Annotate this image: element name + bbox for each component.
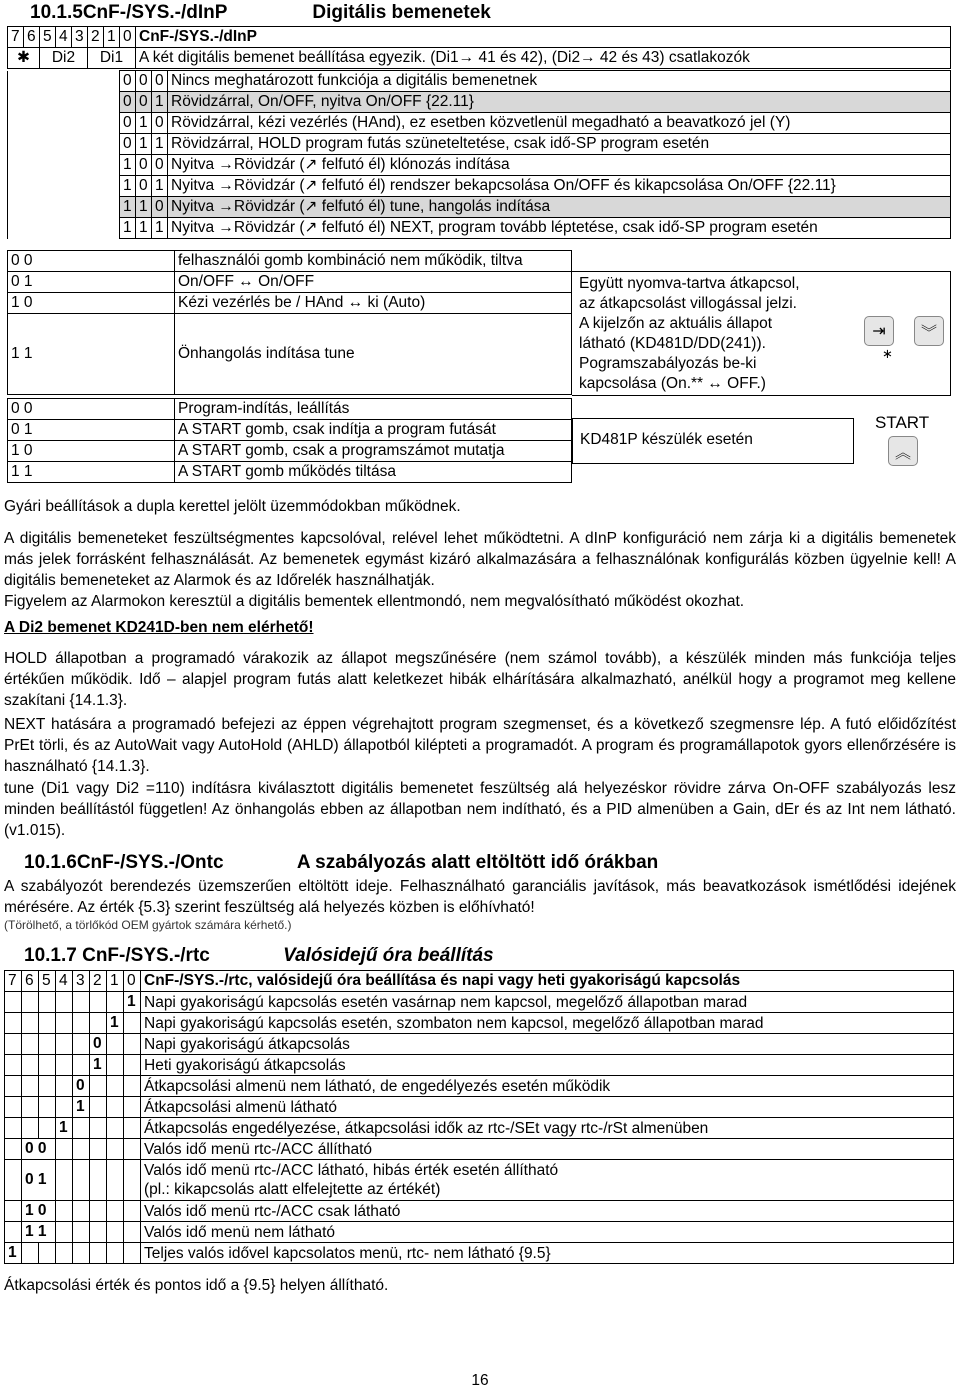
option-text-line: Teljes valós idővel kapcsolatos menü, rtc- nem látható {9.5} <box>144 1244 551 1262</box>
bit-empty <box>73 1243 90 1264</box>
bit-empty <box>56 1055 73 1076</box>
bit-empty <box>5 1055 22 1076</box>
option-text <box>141 1055 954 1076</box>
start-code: 1 0 <box>8 441 175 462</box>
bit-cell: 1 <box>152 134 168 155</box>
option-text-line: Átkapcsolás engedélyezése, átkapcsolási idők az rtc-/SEt vagy rtc-/rSt almenüben <box>144 1119 709 1137</box>
bit-empty <box>5 992 22 1013</box>
option-text-line: Valós idő menü nem látható <box>144 1223 335 1241</box>
bit-empty <box>124 1222 141 1243</box>
bit-header: 3 <box>72 27 88 48</box>
start-note-box <box>572 418 854 464</box>
bit-empty <box>5 1034 22 1055</box>
section-code: CnF-/SYS.-/dInP <box>82 2 228 23</box>
star-marker: ✱ <box>8 48 40 69</box>
ontc-note: (Törölhető, a törlőkód OEM gyártok számára kérhető.) <box>4 918 292 932</box>
bit-empty <box>56 1160 73 1201</box>
bit-cell: 0 <box>120 71 136 92</box>
bit-empty <box>107 1076 124 1097</box>
section-number: 10.1.6 <box>24 852 77 873</box>
bit-header: 7 <box>8 27 24 48</box>
bit-empty <box>90 1201 107 1222</box>
bit-cell: 1 <box>136 197 152 218</box>
table-row <box>5 1243 954 1264</box>
bit-empty <box>5 1139 22 1160</box>
option-text <box>141 1201 954 1222</box>
bit-empty <box>39 1034 56 1055</box>
bit-header: 4 <box>56 971 73 992</box>
start-text: A START gomb működés tiltása <box>175 462 572 483</box>
combo-text: felhasználói gomb kombináció nem működik, tiltva <box>175 251 572 272</box>
bit-header: 6 <box>22 971 39 992</box>
table-row <box>5 992 954 1013</box>
bit-empty <box>56 1139 73 1160</box>
bit-empty <box>90 1160 107 1201</box>
bit-value: 0 <box>90 1034 107 1055</box>
table-row <box>5 1118 954 1139</box>
bit-cell: 1 <box>120 176 136 197</box>
bit-empty <box>90 1243 107 1264</box>
bit-empty <box>39 1243 56 1264</box>
combo-text: On/OFF ↔ On/OFF <box>175 272 572 293</box>
bit-cell: 0 <box>136 155 152 176</box>
bit-header: 2 <box>90 971 107 992</box>
combo-code: 1 0 <box>8 293 175 314</box>
bit-empty <box>107 1222 124 1243</box>
table-row <box>5 1160 954 1201</box>
bit-cell: 1 <box>152 176 168 197</box>
bit-value: 1 <box>90 1055 107 1076</box>
key-combo-star: ∗ <box>882 346 893 361</box>
bit-empty <box>107 1160 124 1201</box>
bit-empty <box>73 1222 90 1243</box>
bit-empty <box>39 1118 56 1139</box>
bit-empty <box>22 1013 39 1034</box>
bit-empty <box>73 1013 90 1034</box>
combo-code: 0 0 <box>8 251 175 272</box>
start-text: A START gomb, csak a programszámot mutatja <box>175 441 572 462</box>
bit-empty <box>124 1013 141 1034</box>
note-line: az átkapcsolást villogással jelzi. <box>579 295 797 312</box>
table-header: CnF-/SYS.-/dInP <box>136 27 951 48</box>
section-heading-dinp <box>30 2 491 24</box>
bit-empty <box>39 992 56 1013</box>
bit-empty <box>90 1118 107 1139</box>
option-text-line: Heti gyakoriságú átkapcsolás <box>144 1056 346 1074</box>
table-row <box>5 1034 954 1055</box>
option-text <box>141 1139 954 1160</box>
bit-cell: 0 <box>136 176 152 197</box>
table-row <box>5 1013 954 1034</box>
section-heading-ontc <box>24 852 658 874</box>
bit-cell: 0 <box>152 113 168 134</box>
bit-empty <box>73 1034 90 1055</box>
bit-header: 3 <box>73 971 90 992</box>
option-text <box>141 1243 954 1264</box>
bit-empty <box>124 1201 141 1222</box>
bit-empty <box>107 1243 124 1264</box>
paragraph-di2-note: A Di2 bemenet KD241D-ben nem elérhető! <box>4 619 314 636</box>
bit-empty <box>5 1222 22 1243</box>
bit-empty <box>107 1097 124 1118</box>
bit-empty <box>90 992 107 1013</box>
paragraph-warning: Figyelem az Alarmokon keresztül a digitális bementek ellentmondó, nem megvalósítható működést okozhat. <box>4 593 745 610</box>
bit-cell: 1 <box>152 92 168 113</box>
bit-header: 6 <box>24 27 40 48</box>
bit-empty <box>124 1160 141 1201</box>
option-text-line: Valós idő menü rtc-/ACC csak látható <box>144 1202 401 1220</box>
bit-empty <box>22 1243 39 1264</box>
bit-cell: 1 <box>120 197 136 218</box>
page-number: 16 <box>471 1372 489 1389</box>
option-text <box>141 1076 954 1097</box>
bit-empty <box>73 992 90 1013</box>
option-text <box>141 1013 954 1034</box>
factory-note: Gyári beállítások a dupla kerettel jelölt üzemmódokban működnek. <box>4 498 461 515</box>
bit-value: 0 1 <box>22 1160 56 1201</box>
bit-empty <box>22 992 39 1013</box>
bit-cell: 0 <box>152 71 168 92</box>
dinp-config-table <box>7 26 951 69</box>
bit-value: 1 <box>124 992 141 1013</box>
key-combo-table <box>7 250 572 395</box>
bit-empty <box>107 1118 124 1139</box>
table-row <box>5 1055 954 1076</box>
option-text-line: Valós idő menü rtc-/ACC látható, hibás érték esetén állítható <box>144 1162 559 1179</box>
table-row <box>5 1139 954 1160</box>
option-text <box>141 1118 954 1139</box>
start-label: START <box>875 413 930 432</box>
option-text: Rövidzárral, On/OFF, nyitva On/OFF {22.11} <box>168 92 951 113</box>
bit-empty <box>73 1055 90 1076</box>
bit-empty <box>22 1118 39 1139</box>
table-row <box>5 1201 954 1222</box>
combo-code: 1 1 <box>8 314 175 395</box>
bit-empty <box>124 1034 141 1055</box>
combo-text: Önhangolás indítása tune <box>175 314 572 395</box>
bit-header: 2 <box>88 27 104 48</box>
paragraph-hold: HOLD állapotban a programadó várakozik az állapot megszűnésére (nem számol tovább), a készülék minden más funkciója teljes értékűen működik. Idő – alapjel program futás alatt keletkezet hibák elhárítására alkalmazható, anélkül hogy a programot meg kellene szakítani {14.1.3}. <box>4 650 956 709</box>
bit-empty <box>56 1243 73 1264</box>
note-line: Együtt nyomva-tartva átkapcsol, <box>579 275 800 292</box>
start-text: A START gomb, csak indítja a program futását <box>175 420 572 441</box>
bit-header: 0 <box>120 27 136 48</box>
note-line: Pogramszabályozás be-ki <box>579 355 757 372</box>
bit-empty <box>107 1034 124 1055</box>
bit-empty <box>22 1034 39 1055</box>
note-line: A kijelzőn az aktuális állapot <box>579 315 773 332</box>
bit-empty <box>107 1055 124 1076</box>
bit-cell: 0 <box>120 113 136 134</box>
bit-empty <box>39 1055 56 1076</box>
bit-empty <box>124 1118 141 1139</box>
bit-value: 1 <box>56 1118 73 1139</box>
bit-empty <box>90 1097 107 1118</box>
bit-empty <box>22 1097 39 1118</box>
bit-empty <box>56 1013 73 1034</box>
section-heading-rtc <box>24 945 494 967</box>
bit-cell: 1 <box>136 113 152 134</box>
option-text: Nyitva →Rövidzár (↗ felfutó él) NEXT, program tovább léptetése, csak idő-SP program esetén <box>168 218 951 239</box>
bit-header: 1 <box>104 27 120 48</box>
option-text: Nyitva →Rövidzár (↗ felfutó él) tune, hangolás indítása <box>168 197 951 218</box>
option-text <box>141 1222 954 1243</box>
bit-empty <box>5 1013 22 1034</box>
bit-empty <box>90 1013 107 1034</box>
bit-value: 1 <box>73 1097 90 1118</box>
bit-empty <box>22 1055 39 1076</box>
di2-label: Di2 <box>40 48 88 69</box>
bit-value: 0 0 <box>22 1139 56 1160</box>
table-row <box>5 1097 954 1118</box>
enter-key-icon: ⇥ <box>864 316 894 346</box>
bit-cell: 1 <box>136 134 152 155</box>
bit-header: 0 <box>124 971 141 992</box>
combo-code: 0 1 <box>8 272 175 293</box>
bit-cell: 1 <box>120 155 136 176</box>
bit-empty <box>73 1160 90 1201</box>
paragraph-dinp-usage: A digitális bemeneteket feszültségmentes kapcsolóval, relével lehet működtetni. A dInP konfiguráció nem zárja ki a digitális bemenetek más jelek forrásként felhasználását. Az bemenetek egymást kizáró alkalmazására a felhasználónak konfigurálás közben ügyelnie kell! A digitális bemeneteket az Alarmok és az Időrelék használhatják. <box>4 530 956 589</box>
bit-empty <box>39 1097 56 1118</box>
bit-empty <box>90 1222 107 1243</box>
section-title: A szabályozás alatt eltöltött idő órákban <box>296 852 659 873</box>
option-text-line: (pl.: kikapcsolás alatt elfelejtette az értékét) <box>144 1181 441 1198</box>
bit-cell: 1 <box>152 218 168 239</box>
bit-header: 5 <box>39 971 56 992</box>
option-text: Nyitva →Rövidzár (↗ felfutó él) klónozás indítása <box>168 155 951 176</box>
section-code: CnF-/SYS.-/Ontc <box>76 852 224 873</box>
bit-empty <box>22 1076 39 1097</box>
start-code: 1 1 <box>8 462 175 483</box>
option-text-line: Átkapcsolási almenü látható <box>144 1098 338 1116</box>
start-note: KD481P készülék esetén <box>580 431 753 448</box>
bit-empty <box>5 1201 22 1222</box>
bit-empty <box>56 1034 73 1055</box>
double-chevron-up-icon: ︽ <box>888 436 918 466</box>
section-number: 10.1.7 <box>24 945 77 966</box>
bit-empty <box>5 1076 22 1097</box>
bit-cell: 1 <box>120 218 136 239</box>
section-code: CnF-/SYS.-/rtc <box>82 945 210 966</box>
bit-value: 1 1 <box>22 1222 56 1243</box>
option-text: Rövidzárral, kézi vezérlés (HAnd), ez esetben közvetlenül megadható a beavatkozó jel (Y) <box>168 113 951 134</box>
option-text-line: Napi gyakoriságú kapcsolás esetén vasárnap nem kapcsol, megelőző állapotban marad <box>144 993 748 1011</box>
option-text <box>141 992 954 1013</box>
bit-empty <box>5 1097 22 1118</box>
bit-empty <box>73 1139 90 1160</box>
option-text <box>141 1160 954 1201</box>
bit-cell: 0 <box>152 155 168 176</box>
bit-cell: 0 <box>120 92 136 113</box>
option-text <box>141 1034 954 1055</box>
bit-header: 1 <box>107 971 124 992</box>
section-title: Valósidejű óra beállítás <box>283 945 494 966</box>
option-text <box>141 1097 954 1118</box>
paragraph-next: NEXT hatására a programadó befejezi az éppen végrehajtott program szegmenset, és a következő szegmensre lép. A futó előidőzítést PrEt törli, és az AutoWait vagy AutoHold (AHLD) állapotból kilépteti a programadót. A program és programállapotok gyors ellenőrzésére is használható {14.1.3}. <box>4 716 956 775</box>
bit-empty <box>124 1055 141 1076</box>
bit-empty <box>107 1139 124 1160</box>
combo-text: Kézi vezérlés be / HAnd ↔ ki (Auto) <box>175 293 572 314</box>
bit-empty <box>90 1139 107 1160</box>
option-text: Nyitva →Rövidzár (↗ felfutó él) rendszer bekapcsolása On/OFF és kikapcsolása On/OFF {22.11} <box>168 176 951 197</box>
bit-empty <box>73 1118 90 1139</box>
bit-empty <box>124 1097 141 1118</box>
key-combo-note-box <box>572 271 951 396</box>
bit-empty <box>90 1076 107 1097</box>
section-title: Digitális bemenetek <box>312 2 491 23</box>
section-number: 10.1.5 <box>30 2 83 23</box>
note-line: látható (KD481D/DD(241)). <box>579 335 766 352</box>
bit-empty <box>39 1076 56 1097</box>
bit-empty <box>39 1013 56 1034</box>
start-text: Program-indítás, leállítás <box>175 399 572 420</box>
bit-empty <box>107 1201 124 1222</box>
bit-cell: 0 <box>152 197 168 218</box>
option-text: Nincs meghatározott funkciója a digitális bemenetnek <box>168 71 951 92</box>
option-text-line: Napi gyakoriságú átkapcsolás <box>144 1035 350 1053</box>
bit-empty <box>56 992 73 1013</box>
option-text-line: Valós idő menü rtc-/ACC állítható <box>144 1140 373 1158</box>
bit-cell: 0 <box>120 134 136 155</box>
bit-empty <box>5 1118 22 1139</box>
bit-value: 1 <box>107 1013 124 1034</box>
rtc-footer: Átkapcsolási érték és pontos idő a {9.5} helyen állítható. <box>4 1277 389 1294</box>
bit-empty <box>124 1076 141 1097</box>
paragraph-ontc: A szabályozót berendezés üzemszerűen eltöltött ideje. Felhasználható garanciális javítások, más beavatkozások ismétlődési idejének mérésére. Az érték {5.3} szerint feszültség alá helyezés közben is előhívható! <box>4 878 956 916</box>
bit-cell: 1 <box>136 218 152 239</box>
table-row <box>5 1076 954 1097</box>
bit-cell: 0 <box>136 71 152 92</box>
start-code: 0 0 <box>8 399 175 420</box>
dinp-rows <box>7 70 951 239</box>
option-text-line: Átkapcsolási almenü nem látható, de engedélyezés esetén működik <box>144 1077 611 1095</box>
table-header: CnF-/SYS.-/rtc, valósidejű óra beállítása és napi vagy heti gyakoriságú kapcsolás <box>141 971 954 992</box>
table-row <box>5 1222 954 1243</box>
bit-header: 5 <box>40 27 56 48</box>
bit-empty <box>73 1201 90 1222</box>
bit-empty <box>5 1160 22 1201</box>
bit-value: 1 0 <box>22 1201 56 1222</box>
bit-empty <box>56 1076 73 1097</box>
bit-header: 7 <box>5 971 22 992</box>
double-chevron-down-icon: ︾ <box>914 316 944 346</box>
table-intro: A két digitális bemenet beállítása egyezik. (Di1→ 41 és 42), (Di2→ 42 és 43) csatlakozók <box>136 48 951 69</box>
bit-value: 0 <box>73 1076 90 1097</box>
bit-header: 4 <box>56 27 72 48</box>
start-code: 0 1 <box>8 420 175 441</box>
bit-empty <box>56 1222 73 1243</box>
bit-cell: 0 <box>136 92 152 113</box>
bit-empty <box>56 1201 73 1222</box>
di1-label: Di1 <box>88 48 136 69</box>
option-text: Rövidzárral, HOLD program futás szüneteltetése, csak idő-SP program esetén <box>168 134 951 155</box>
bit-value: 1 <box>5 1243 22 1264</box>
bit-empty <box>124 1139 141 1160</box>
option-text-line: Napi gyakoriságú kapcsolás esetén, szombaton nem kapcsol, megelőző állapotban marad <box>144 1014 764 1032</box>
start-key-table <box>7 398 572 483</box>
rtc-config-table <box>4 970 954 1264</box>
bit-empty <box>124 1243 141 1264</box>
note-line: kapcsolása (On.** ↔ OFF.) <box>579 375 766 392</box>
bit-empty <box>56 1097 73 1118</box>
bit-empty <box>107 992 124 1013</box>
paragraph-tune: tune (Di1 vagy Di2 =110) indításra kiválasztott digitális bemenetet feszültség alá helyezéskor rövidre zárva On-OFF szabályozás lesz minden beállítástól független! Az önhangolás ebben az állapotban nem indítható, és a PID almenüben a Gain, dEr és az Int nem látható. (v1.015). <box>4 780 956 839</box>
